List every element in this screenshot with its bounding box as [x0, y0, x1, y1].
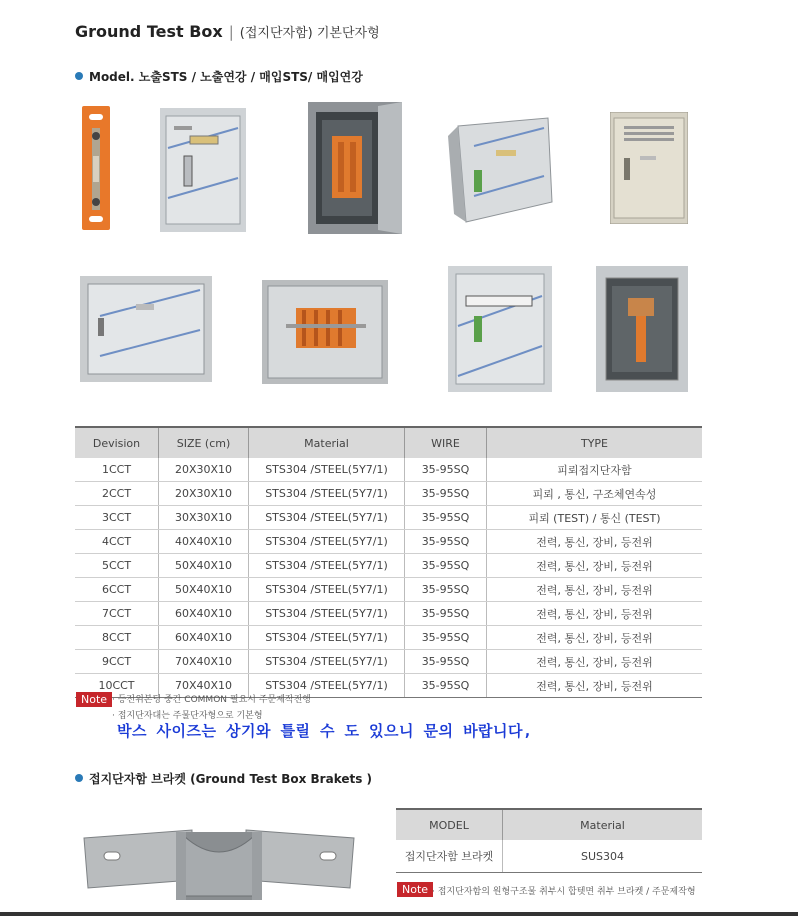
- wire-cell: 35-95SQ: [405, 506, 487, 530]
- devision-cell: 2CCT: [75, 482, 159, 506]
- photo-sts-flush-box: [80, 276, 212, 382]
- size-cell: 50X40X10: [159, 578, 249, 602]
- wire-cell: 35-95SQ: [405, 482, 487, 506]
- material-cell: STS304 /STEEL(5Y7/1): [249, 458, 405, 482]
- type-cell: 전력, 통신, 장비, 등전위: [487, 674, 703, 698]
- note-line-2: · 접지단자대는 주물단자형으로 기본형: [112, 711, 263, 721]
- wire-cell: 35-95SQ: [405, 674, 487, 698]
- title-separator: |: [228, 23, 234, 41]
- table-row: [75, 506, 702, 530]
- note-badge: Note: [76, 692, 112, 707]
- type-cell: 전력, 통신, 장비, 등전위: [487, 626, 703, 650]
- photo-sts-box-label: [448, 266, 552, 392]
- photo-open-box-multi-terminal: [262, 280, 388, 384]
- bracket-note-text: · 접지단자함의 원형구조물 취부시 합텟면 취부 브라켓 / 주문제작형: [432, 887, 696, 897]
- material-cell: STS304 /STEEL(5Y7/1): [249, 554, 405, 578]
- devision-cell: 8CCT: [75, 626, 159, 650]
- size-cell: 20X30X10: [159, 458, 249, 482]
- type-cell: 전력, 통신, 장비, 등전위: [487, 578, 703, 602]
- size-cell: 50X40X10: [159, 554, 249, 578]
- material-cell: STS304 /STEEL(5Y7/1): [249, 626, 405, 650]
- devision-cell: 7CCT: [75, 602, 159, 626]
- photo-bracket: [80, 812, 358, 908]
- page-title: [75, 22, 380, 41]
- devision-cell: 10CCT: [75, 674, 159, 698]
- size-cell: 30X30X10: [159, 506, 249, 530]
- model-heading: [75, 68, 363, 85]
- size-cell: 60X40X10: [159, 602, 249, 626]
- spec-table-header: [75, 427, 702, 458]
- col-bracket-material: Material: [503, 809, 703, 840]
- material-cell: STS304 /STEEL(5Y7/1): [249, 602, 405, 626]
- col-material: Material: [249, 427, 405, 458]
- photo-open-box-terminals: [308, 102, 402, 234]
- devision-cell: 4CCT: [75, 530, 159, 554]
- col-type: TYPE: [487, 427, 703, 458]
- handwritten-note: 박스 사이즈는 상기와 틀릴 수 도 있으니 문의 바랍니다,: [117, 722, 533, 740]
- bottom-rule: [0, 912, 798, 916]
- wire-cell: 35-95SQ: [405, 554, 487, 578]
- type-cell: 전력, 통신, 장비, 등전위: [487, 602, 703, 626]
- wire-cell: 35-95SQ: [405, 578, 487, 602]
- bracket-table-header: [396, 809, 702, 840]
- table-row: [75, 530, 702, 554]
- type-cell: 전력, 통신, 장비, 등전위: [487, 530, 703, 554]
- devision-cell: 3CCT: [75, 506, 159, 530]
- table-row: [75, 650, 702, 674]
- type-cell: 전력, 통신, 장비, 등전위: [487, 650, 703, 674]
- col-wire: WIRE: [405, 427, 487, 458]
- bracket-material-cell: SUS304: [503, 840, 703, 873]
- type-cell: 전력, 통신, 장비, 등전위: [487, 554, 703, 578]
- title-subtitle: (접지단자함) 기본단자형: [239, 26, 380, 41]
- material-cell: STS304 /STEEL(5Y7/1): [249, 578, 405, 602]
- photo-steel-box-beige: [610, 112, 688, 224]
- type-cell: 피뢰 (TEST) / 통신 (TEST): [487, 506, 703, 530]
- wire-cell: 35-95SQ: [405, 602, 487, 626]
- wire-cell: 35-95SQ: [405, 458, 487, 482]
- table-row: [75, 602, 702, 626]
- bracket-heading-text: 접지단자함 브라켓 (Ground Test Box Brakets ): [89, 772, 373, 786]
- material-cell: STS304 /STEEL(5Y7/1): [249, 506, 405, 530]
- bracket-table: [396, 808, 702, 873]
- bracket-heading: [75, 770, 372, 787]
- size-cell: 60X40X10: [159, 626, 249, 650]
- table-row: [75, 626, 702, 650]
- size-cell: 40X40X10: [159, 530, 249, 554]
- spec-table: [75, 426, 702, 698]
- wire-cell: 35-95SQ: [405, 530, 487, 554]
- wire-cell: 35-95SQ: [405, 650, 487, 674]
- devision-cell: 9CCT: [75, 650, 159, 674]
- size-cell: 20X30X10: [159, 482, 249, 506]
- photo-sts-box-angled: [444, 116, 554, 224]
- material-cell: STS304 /STEEL(5Y7/1): [249, 482, 405, 506]
- photo-terminal-bar: [78, 104, 114, 232]
- photo-sts-box-open-terminal: [596, 266, 688, 392]
- bracket-model-cell: 접지단자함 브라켓: [396, 840, 503, 873]
- table-row: [75, 458, 702, 482]
- note-line-1: · 등전위본딩 중간 COMMON 필요시 주문제작진행: [112, 695, 311, 705]
- col-size: SIZE (cm): [159, 427, 249, 458]
- devision-cell: 5CCT: [75, 554, 159, 578]
- table-row: [75, 578, 702, 602]
- devision-cell: 6CCT: [75, 578, 159, 602]
- wire-cell: 35-95SQ: [405, 626, 487, 650]
- table-row: [75, 482, 702, 506]
- material-cell: STS304 /STEEL(5Y7/1): [249, 650, 405, 674]
- material-cell: STS304 /STEEL(5Y7/1): [249, 530, 405, 554]
- col-devision: Devision: [75, 427, 159, 458]
- title-main: Ground Test Box: [75, 22, 223, 41]
- type-cell: 피뢰 , 통신, 구조체연속성: [487, 482, 703, 506]
- devision-cell: 1CCT: [75, 458, 159, 482]
- bracket-note-badge: Note: [397, 882, 433, 897]
- bullet-dot-icon: [75, 72, 83, 80]
- bullet-dot-icon: [75, 774, 83, 782]
- model-heading-text: Model. 노출STS / 노출연강 / 매입STS/ 매입연강: [89, 70, 363, 84]
- table-row: [396, 840, 702, 873]
- type-cell: 피뢰접지단자함: [487, 458, 703, 482]
- size-cell: 70X40X10: [159, 650, 249, 674]
- photo-sts-box-front: [160, 108, 246, 232]
- table-row: [75, 554, 702, 578]
- size-cell: 70X40X10: [159, 674, 249, 698]
- material-cell: STS304 /STEEL(5Y7/1): [249, 674, 405, 698]
- col-model: MODEL: [396, 809, 503, 840]
